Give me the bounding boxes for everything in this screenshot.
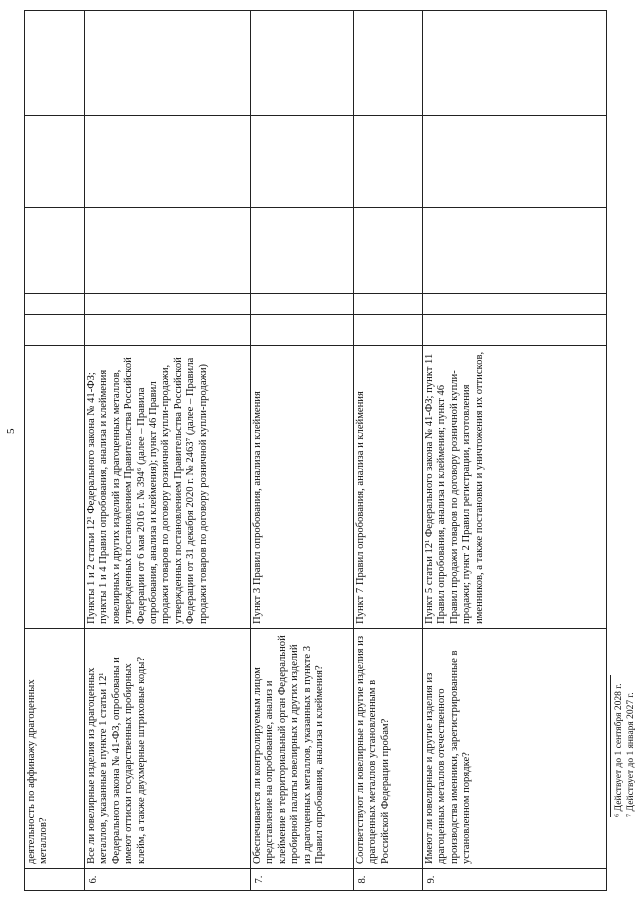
answer-cell-extra	[423, 11, 607, 116]
table-row	[251, 11, 354, 891]
answer-cell-no	[354, 294, 423, 315]
reference-cell: Пункт 5 статьи 12¹ Федерального закона № 41-ФЗ; пункт 11 Правил опробования, анализа и клеймения; пункт 46 Правил продажи товаров по договору розничной купли-продажи; пункт 2 Правил регистрации, изготовления именников, а также постановки и уничтожения их оттисков,	[423, 346, 607, 629]
row-number: 8.	[354, 869, 423, 891]
answer-cell-yes	[251, 315, 354, 346]
row-number	[25, 869, 85, 891]
answer-cell-yes	[423, 315, 607, 346]
page-number: 5	[5, 428, 17, 434]
answer-cell-note	[25, 116, 85, 208]
answer-cell-extra	[251, 11, 354, 116]
question-cell: Соответствуют ли ювелирные и другие изделия из драгоценных металлов установленным в Российской Федерации пробам?	[354, 629, 423, 869]
reference-cell: Пункты 1 и 2 статьи 12¹ Федерального закона № 41-ФЗ; пункты 1 и 4 Правил опробования, анализа и клеймения ювелирных и других изделий из драгоценных металлов, утвержденных постановлением Правительства Российской Федерации от 6 мая 2016 г. № 394⁶ (далее – Правила опробования, анализа и клеймения); пункт 46 Правил продажи товаров по договору розничной купли-продажи, утвержденных постановлением Правительства Российской Федерации от 31 декабря 2020 г. № 2463⁷ (далее – Правила продажи товаров по договору розничной купли-продажи)	[85, 346, 251, 629]
answer-cell-no	[25, 294, 85, 315]
answer-cell-yes	[85, 315, 251, 346]
footnote-6: ⁶ Действует до 1 сентября 2028 г.	[614, 683, 624, 817]
answer-cell-no	[423, 294, 607, 315]
answer-cell-no	[251, 294, 354, 315]
answer-cell-na	[423, 208, 607, 294]
question-cell: деятельность по аффинажу драгоценных металлов?	[25, 629, 85, 869]
row-number: 6.	[85, 869, 251, 891]
table-row	[25, 11, 85, 891]
table-row	[354, 11, 423, 891]
footnote-7: ⁷ Действует до 1 января 2027 г.	[626, 692, 636, 817]
question-cell: Все ли ювелирные изделия из драгоценных металлов, указанные в пункте 1 статьи 12¹ Федерального закона № 41-ФЗ, опробованы и имеют оттиски государственных пробирных клейм, а также двухмерные штриховые коды?	[85, 629, 251, 869]
row-number: 7.	[251, 869, 354, 891]
answer-cell-note	[423, 116, 607, 208]
answer-cell-na	[354, 208, 423, 294]
answer-cell-na	[251, 208, 354, 294]
checklist-table	[24, 10, 607, 891]
answer-cell-yes	[25, 315, 85, 346]
answer-cell-note	[251, 116, 354, 208]
footnotes	[610, 675, 637, 817]
table-row	[423, 11, 607, 891]
row-number: 9.	[423, 869, 607, 891]
answer-cell-extra	[85, 11, 251, 116]
answer-cell-na	[85, 208, 251, 294]
table-row	[85, 11, 251, 891]
question-cell: Обеспечивается ли контролируемым лицом представление на опробование, анализ и клеймение в территориальный орган Федеральной пробирной палаты ювелирных и других изделий из драгоценных металлов, указанных в пункте 3 Правил опробования, анализа и клеймения?	[251, 629, 354, 869]
answer-cell-note	[354, 116, 423, 208]
reference-cell	[25, 346, 85, 629]
answer-cell-na	[25, 208, 85, 294]
reference-cell: Пункт 3 Правил опробования, анализа и клеймения	[251, 346, 354, 629]
answer-cell-no	[85, 294, 251, 315]
answer-cell-yes	[354, 315, 423, 346]
question-cell: Имеют ли ювелирные и другие изделия из драгоценных металлов отечественного производства именники, зарегистрированные в установленном порядке?	[423, 629, 607, 869]
reference-cell: Пункт 7 Правил опробования, анализа и клеймения	[354, 346, 423, 629]
footnote-divider	[610, 675, 611, 817]
answer-cell-extra	[354, 11, 423, 116]
answer-cell-extra	[25, 11, 85, 116]
answer-cell-note	[85, 116, 251, 208]
